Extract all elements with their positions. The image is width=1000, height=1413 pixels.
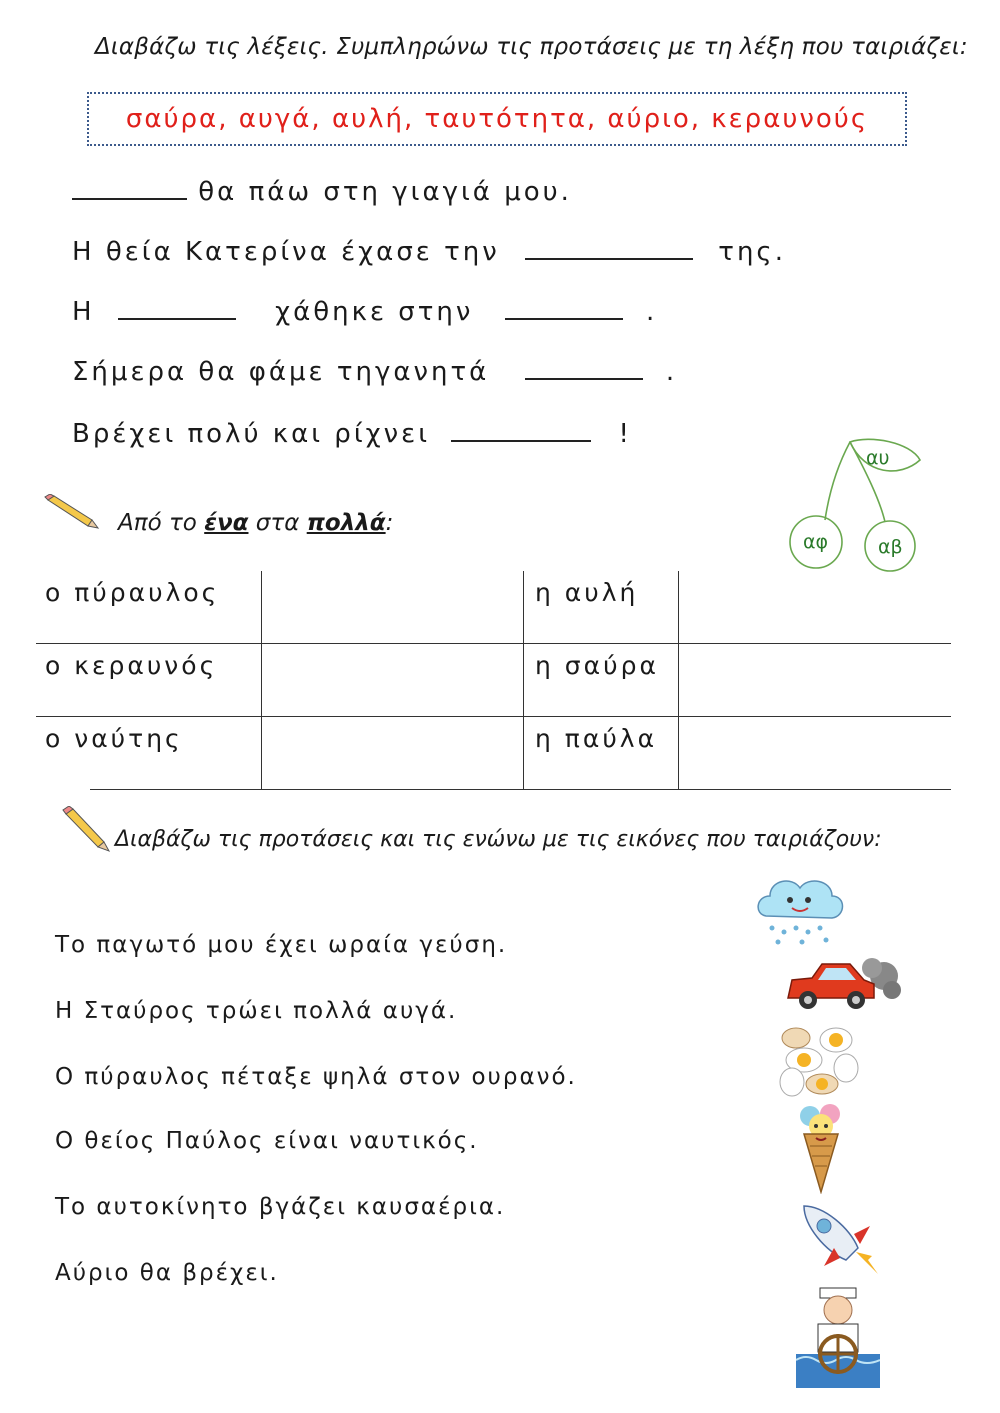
exercise2-instruction <box>118 510 393 536</box>
table-row-2-plural-left[interactable] <box>263 645 521 715</box>
exercise2-text-mid: στα <box>255 510 300 536</box>
exercise2-text-start: Από το <box>118 510 197 536</box>
cherries-diagram <box>780 430 930 580</box>
cherry-left-label: αφ <box>803 531 829 553</box>
table-row-2-singular-right: η σαύρα <box>535 651 659 680</box>
blank-5[interactable] <box>451 418 591 442</box>
blank-4[interactable] <box>525 356 643 380</box>
sentence-3 <box>72 296 657 327</box>
table-row-3-singular-right: η παύλα <box>535 724 658 753</box>
blank-3a[interactable] <box>118 296 236 320</box>
match-sentence-4[interactable]: Ο θείος Παύλος είναι ναυτικός. <box>55 1128 479 1154</box>
pencil-icon <box>44 494 100 530</box>
exercise2-word-one: ένα <box>204 510 249 536</box>
sentence-2 <box>72 236 786 267</box>
cherry-leaf-label: αυ <box>866 447 890 469</box>
table-row-3-plural-left[interactable] <box>263 718 521 788</box>
sentence-3-end: . <box>645 297 658 327</box>
cherry-stem-left <box>825 442 850 520</box>
sentence-2-end: της. <box>718 237 786 267</box>
sentence-1 <box>72 176 572 207</box>
sentence-4-end: . <box>665 357 678 387</box>
exercise3-instruction: Διαβάζω τις προτάσεις και τις ενώνω με τις εικόνες που ταιριάζουν: <box>115 827 882 852</box>
table-row-3-singular-left: ο ναύτης <box>45 724 183 753</box>
exercise1-instruction: Διαβάζω τις λέξεις. Συμπληρώνω τις προτάσεις με τη λέξη που ταιριάζει: <box>95 34 968 60</box>
table-row-1-singular-left: ο πύραυλος <box>45 578 220 607</box>
pencil-icon-2 <box>62 806 112 852</box>
sentence-3-mid: χάθηκε στην <box>275 297 474 327</box>
sentence-5-start: Βρέχει πολύ και ρίχνει <box>72 419 431 449</box>
table-row-3-plural-right[interactable] <box>680 718 950 788</box>
ice-cream-picture[interactable] <box>796 1102 846 1194</box>
sentence-3-start: Η <box>72 297 95 327</box>
rocket-picture[interactable] <box>794 1200 884 1280</box>
sentence-4-start: Σήμερα θα φάμε τηγανητά <box>72 357 490 387</box>
sailor-picture[interactable] <box>796 1284 880 1388</box>
sentence-5 <box>72 418 632 449</box>
table-row-2-plural-right[interactable] <box>680 645 950 715</box>
sentence-1-end: θα πάω στη γιαγιά μου. <box>198 177 572 207</box>
sentence-2-start: Η θεία Κατερίνα έχασε την <box>72 237 500 267</box>
eggs-picture[interactable] <box>774 1020 864 1100</box>
rain-cloud-picture[interactable] <box>752 870 848 950</box>
cherry-right-label: αβ <box>878 536 903 558</box>
match-sentence-6[interactable]: Αύριο θα βρέχει. <box>55 1260 279 1286</box>
match-sentence-3[interactable]: Ο πύραυλος πέταξε ψηλά στον ουρανό. <box>55 1064 577 1090</box>
match-sentence-1[interactable]: Το παγωτό μου έχει ωραία γεύση. <box>55 932 508 958</box>
exercise2-word-many: πολλά <box>306 510 386 536</box>
table-row-2-singular-left: ο κεραυνός <box>45 651 218 680</box>
sentence-4 <box>72 356 677 387</box>
word-bank: σαύρα, αυγά, αυλή, ταυτότητα, αύριο, κεραυνούς <box>87 92 907 146</box>
table-row-1-plural-right[interactable] <box>680 572 950 642</box>
sentence-5-end: ! <box>618 419 632 449</box>
blank-2[interactable] <box>525 236 693 260</box>
table-row-1-plural-left[interactable] <box>263 572 521 642</box>
car-smoke-picture[interactable] <box>784 950 904 1016</box>
exercise2-text-end: : <box>385 510 394 536</box>
match-sentence-2[interactable]: Η Σταύρος τρώει πολλά αυγά. <box>55 998 458 1024</box>
blank-3b[interactable] <box>505 296 623 320</box>
match-sentence-5[interactable]: Το αυτοκίνητο βγάζει καυσαέρια. <box>55 1194 506 1220</box>
table-row-1-singular-right: η αυλή <box>535 578 639 607</box>
blank-1[interactable] <box>72 176 187 200</box>
